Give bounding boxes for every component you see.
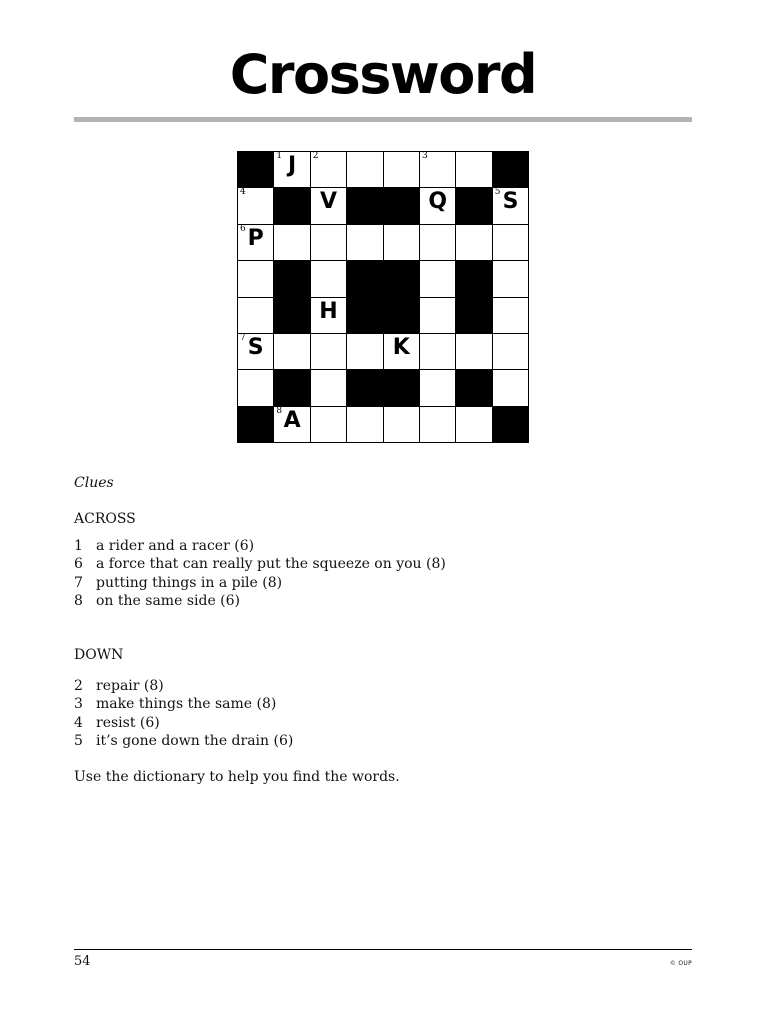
down-clue <box>74 695 293 713</box>
down-clue <box>74 732 293 750</box>
clue-text: a force that can really put the squeeze on you (8) <box>96 556 446 573</box>
across-clue <box>74 555 446 573</box>
page-number: 54 <box>74 954 91 969</box>
grid-block <box>455 187 492 224</box>
grid-block <box>383 260 420 297</box>
clue-text: resist (6) <box>96 714 160 731</box>
grid-block <box>455 260 492 297</box>
clue-number: 4 <box>240 187 246 198</box>
given-letter: S <box>247 335 264 360</box>
grid-cell[interactable] <box>492 224 529 261</box>
clue-num: 6 <box>74 556 83 573</box>
grid-block <box>273 369 310 406</box>
grid-cell[interactable] <box>310 297 347 334</box>
grid-cell[interactable] <box>455 333 492 370</box>
clue-number: 3 <box>422 151 428 161</box>
grid-cell[interactable] <box>383 333 420 370</box>
clue-text: putting things in a pile (8) <box>96 574 283 591</box>
grid-block <box>492 151 529 188</box>
down-heading: DOWN <box>74 647 124 663</box>
grid-cell[interactable] <box>273 224 310 261</box>
grid-cell[interactable] <box>455 151 492 188</box>
grid-cell[interactable] <box>237 187 274 224</box>
grid-cell[interactable] <box>455 406 492 443</box>
grid-block <box>273 260 310 297</box>
grid-cell[interactable] <box>492 369 529 406</box>
grid-block <box>273 297 310 334</box>
given-letter: A <box>283 407 301 433</box>
grid-cell[interactable] <box>492 333 529 370</box>
clue-text: make things the same (8) <box>96 696 277 713</box>
grid-cell[interactable] <box>419 187 456 224</box>
down-clue <box>74 677 293 695</box>
grid-cell[interactable] <box>237 260 274 297</box>
grid-block <box>237 151 274 188</box>
clue-num: 8 <box>74 593 83 610</box>
across-clue <box>74 537 446 555</box>
grid-block <box>455 297 492 334</box>
clue-text: on the same side (6) <box>96 593 241 610</box>
copyright-notice: © OUP <box>669 960 692 967</box>
given-letter: J <box>287 153 297 178</box>
clue-number: 6 <box>240 223 246 234</box>
across-heading: ACROSS <box>74 511 136 527</box>
clue-text: a rider and a racer (6) <box>96 538 255 554</box>
grid-cell[interactable] <box>419 406 456 443</box>
clue-num: 5 <box>74 733 83 750</box>
clue-text: repair (8) <box>96 678 164 694</box>
grid-cell[interactable] <box>273 333 310 370</box>
clue-number: 8 <box>276 405 283 416</box>
clue-number: 1 <box>276 151 283 161</box>
grid-cell[interactable] <box>346 224 383 261</box>
grid-cell[interactable] <box>273 406 310 443</box>
across-clue <box>74 592 446 610</box>
clue-text: it’s gone down the drain (6) <box>96 733 294 750</box>
grid-cell[interactable] <box>237 369 274 406</box>
given-letter: Q <box>428 189 448 215</box>
clues-heading: Clues <box>74 475 114 491</box>
grid-cell[interactable] <box>237 333 274 370</box>
grid-cell[interactable] <box>237 297 274 334</box>
grid-cell[interactable] <box>310 260 347 297</box>
given-letter: S <box>502 189 519 215</box>
clue-num: 2 <box>74 678 83 694</box>
grid-block <box>383 297 420 334</box>
given-letter: P <box>247 225 264 251</box>
grid-cell[interactable] <box>492 187 529 224</box>
grid-block <box>346 369 383 406</box>
grid-block <box>346 260 383 297</box>
clue-num: 1 <box>74 538 83 554</box>
grid-block <box>455 369 492 406</box>
grid-cell[interactable] <box>383 224 420 261</box>
grid-block <box>346 187 383 224</box>
page-title: Crossword <box>229 43 537 106</box>
grid-cell[interactable] <box>492 297 529 334</box>
given-letter: H <box>319 298 338 324</box>
grid-block <box>346 297 383 334</box>
crossword-grid <box>237 151 528 442</box>
grid-cell[interactable] <box>419 333 456 370</box>
grid-cell[interactable] <box>346 151 383 188</box>
grid-cell[interactable] <box>383 406 420 443</box>
down-clue <box>74 714 293 732</box>
grid-block <box>492 406 529 443</box>
clue-num: 4 <box>74 714 83 731</box>
grid-cell[interactable] <box>310 151 347 188</box>
grid-cell[interactable] <box>237 224 274 261</box>
across-clue <box>74 574 446 592</box>
clue-num: 3 <box>74 696 83 713</box>
grid-cell[interactable] <box>419 151 456 188</box>
grid-cell[interactable] <box>310 187 347 224</box>
grid-cell[interactable] <box>346 406 383 443</box>
grid-cell[interactable] <box>310 406 347 443</box>
grid-cell[interactable] <box>310 224 347 261</box>
grid-cell[interactable] <box>310 333 347 370</box>
grid-cell[interactable] <box>419 260 456 297</box>
across-clue-list <box>74 537 446 611</box>
grid-cell[interactable] <box>383 151 420 188</box>
down-clue-list <box>74 677 293 751</box>
grid-block <box>237 406 274 443</box>
clue-number: 2 <box>312 151 319 161</box>
grid-cell[interactable] <box>455 224 492 261</box>
grid-block <box>383 369 420 406</box>
grid-cell[interactable] <box>273 151 310 188</box>
clue-num: 7 <box>74 574 83 591</box>
grid-cell[interactable] <box>419 369 456 406</box>
footer-divider <box>74 949 692 950</box>
grid-block <box>383 187 420 224</box>
given-letter: V <box>319 189 337 215</box>
title-divider <box>74 117 692 122</box>
grid-block <box>273 187 310 224</box>
grid-cell[interactable] <box>492 260 529 297</box>
grid-cell[interactable] <box>419 297 456 334</box>
clue-number: 5 <box>494 187 501 198</box>
grid-cell[interactable] <box>419 224 456 261</box>
grid-cell[interactable] <box>310 369 347 406</box>
instructions-text: Use the dictionary to help you find the words. <box>74 769 400 785</box>
given-letter: K <box>392 335 410 360</box>
clue-number: 7 <box>240 333 246 343</box>
grid-cell[interactable] <box>346 333 383 370</box>
